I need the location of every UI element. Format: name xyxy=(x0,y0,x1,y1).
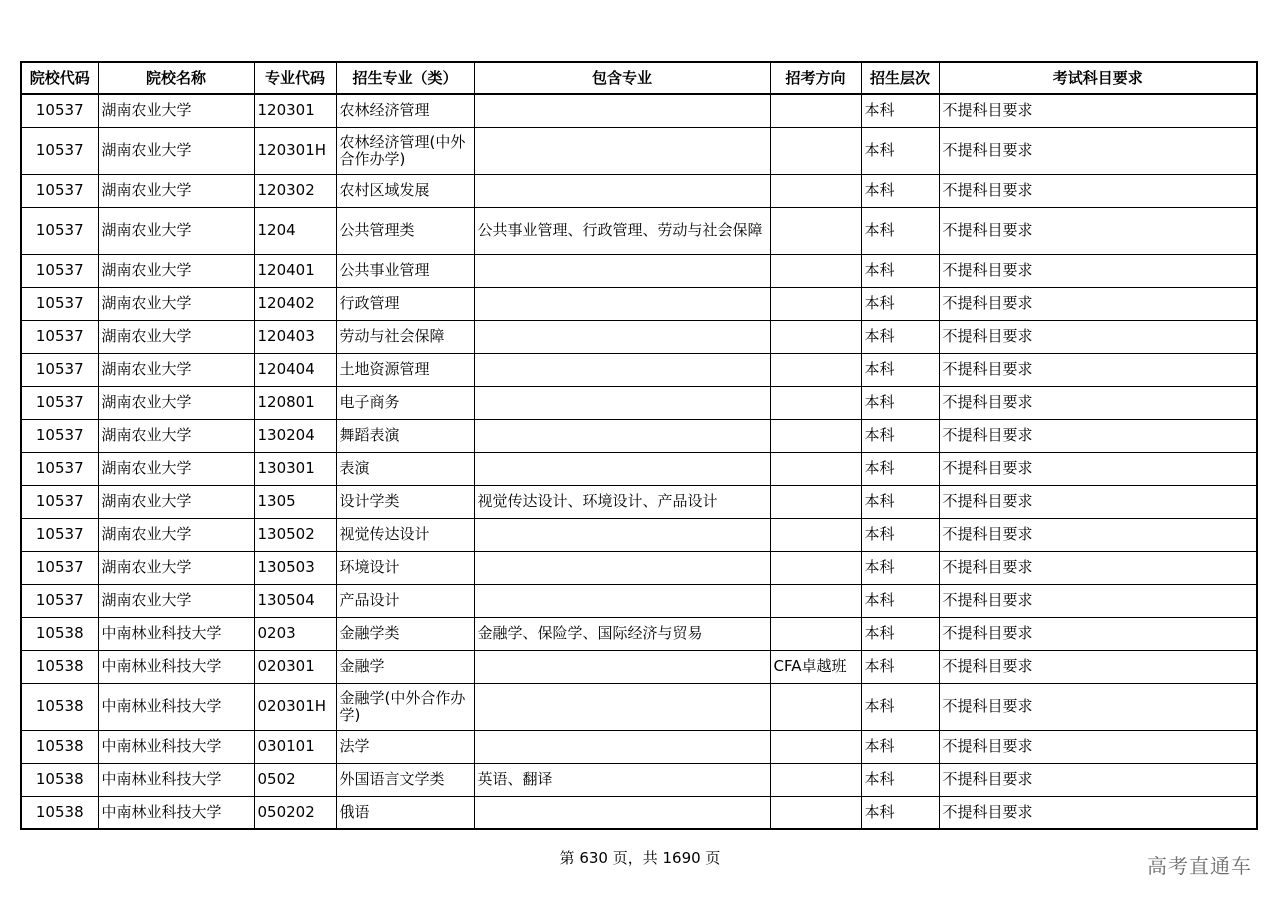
cell-direction xyxy=(770,207,861,254)
cell-included-majors xyxy=(474,287,770,320)
cell-school-name: 湖南农业大学 xyxy=(98,287,254,320)
cell-level: 本科 xyxy=(861,730,939,763)
cell-major: 环境设计 xyxy=(336,551,474,584)
cell-major-code: 130503 xyxy=(254,551,336,584)
cell-school-name: 中南林业科技大学 xyxy=(98,650,254,683)
header-major: 招生专业（类） xyxy=(336,62,474,94)
cell-school-code: 10537 xyxy=(21,127,98,174)
cell-included-majors xyxy=(474,353,770,386)
cell-level: 本科 xyxy=(861,320,939,353)
cell-level: 本科 xyxy=(861,796,939,829)
cell-subject-requirement: 不提科目要求 xyxy=(939,485,1257,518)
cell-school-name: 湖南农业大学 xyxy=(98,419,254,452)
cell-direction xyxy=(770,551,861,584)
cell-major-code: 050202 xyxy=(254,796,336,829)
cell-major: 公共事业管理 xyxy=(336,254,474,287)
cell-major: 农村区域发展 xyxy=(336,174,474,207)
cell-school-code: 10537 xyxy=(21,584,98,617)
cell-included-majors: 英语、翻译 xyxy=(474,763,770,796)
cell-school-code: 10537 xyxy=(21,485,98,518)
cell-major: 劳动与社会保障 xyxy=(336,320,474,353)
cell-school-code: 10538 xyxy=(21,763,98,796)
cell-school-code: 10537 xyxy=(21,419,98,452)
cell-included-majors xyxy=(474,174,770,207)
cell-included-majors xyxy=(474,551,770,584)
cell-school-code: 10537 xyxy=(21,94,98,127)
cell-subject-requirement: 不提科目要求 xyxy=(939,518,1257,551)
header-included-majors: 包含专业 xyxy=(474,62,770,94)
cell-subject-requirement: 不提科目要求 xyxy=(939,174,1257,207)
table-row xyxy=(21,386,1257,419)
cell-subject-requirement: 不提科目要求 xyxy=(939,94,1257,127)
cell-subject-requirement: 不提科目要求 xyxy=(939,127,1257,174)
cell-major-code: 130204 xyxy=(254,419,336,452)
table-row xyxy=(21,617,1257,650)
cell-level: 本科 xyxy=(861,485,939,518)
cell-direction xyxy=(770,419,861,452)
cell-school-name: 中南林业科技大学 xyxy=(98,730,254,763)
cell-subject-requirement: 不提科目要求 xyxy=(939,452,1257,485)
cell-level: 本科 xyxy=(861,419,939,452)
table-row xyxy=(21,796,1257,829)
cell-direction xyxy=(770,353,861,386)
cell-school-name: 湖南农业大学 xyxy=(98,320,254,353)
cell-school-name: 湖南农业大学 xyxy=(98,127,254,174)
table-header-row xyxy=(21,62,1257,94)
cell-direction xyxy=(770,617,861,650)
cell-level: 本科 xyxy=(861,127,939,174)
cell-subject-requirement: 不提科目要求 xyxy=(939,287,1257,320)
cell-major-code: 020301H xyxy=(254,683,336,730)
cell-direction xyxy=(770,518,861,551)
cell-included-majors: 公共事业管理、行政管理、劳动与社会保障 xyxy=(474,207,770,254)
cell-major: 表演 xyxy=(336,452,474,485)
cell-direction xyxy=(770,386,861,419)
cell-school-name: 中南林业科技大学 xyxy=(98,796,254,829)
cell-major: 农林经济管理(中外合作办学) xyxy=(336,127,474,174)
cell-subject-requirement: 不提科目要求 xyxy=(939,207,1257,254)
cell-school-code: 10537 xyxy=(21,452,98,485)
cell-school-name: 湖南农业大学 xyxy=(98,584,254,617)
cell-major: 金融学(中外合作办学) xyxy=(336,683,474,730)
table-row xyxy=(21,320,1257,353)
cell-major: 产品设计 xyxy=(336,584,474,617)
cell-subject-requirement: 不提科目要求 xyxy=(939,730,1257,763)
cell-direction xyxy=(770,320,861,353)
table-row xyxy=(21,353,1257,386)
cell-school-code: 10538 xyxy=(21,730,98,763)
cell-subject-requirement: 不提科目要求 xyxy=(939,683,1257,730)
cell-level: 本科 xyxy=(861,353,939,386)
header-subject-requirement: 考试科目要求 xyxy=(939,62,1257,94)
cell-direction xyxy=(770,254,861,287)
cell-major: 舞蹈表演 xyxy=(336,419,474,452)
table-row xyxy=(21,650,1257,683)
cell-direction xyxy=(770,452,861,485)
cell-school-name: 湖南农业大学 xyxy=(98,207,254,254)
cell-school-code: 10538 xyxy=(21,796,98,829)
cell-level: 本科 xyxy=(861,551,939,584)
cell-subject-requirement: 不提科目要求 xyxy=(939,796,1257,829)
cell-included-majors xyxy=(474,796,770,829)
table-row xyxy=(21,452,1257,485)
cell-subject-requirement: 不提科目要求 xyxy=(939,386,1257,419)
cell-direction xyxy=(770,485,861,518)
header-direction: 招考方向 xyxy=(770,62,861,94)
cell-major: 设计学类 xyxy=(336,485,474,518)
cell-major-code: 130504 xyxy=(254,584,336,617)
table-row xyxy=(21,584,1257,617)
cell-included-majors xyxy=(474,127,770,174)
cell-subject-requirement: 不提科目要求 xyxy=(939,617,1257,650)
cell-direction xyxy=(770,127,861,174)
table-row xyxy=(21,551,1257,584)
cell-direction xyxy=(770,796,861,829)
cell-major-code: 120801 xyxy=(254,386,336,419)
table-row xyxy=(21,254,1257,287)
cell-level: 本科 xyxy=(861,386,939,419)
cell-major-code: 020301 xyxy=(254,650,336,683)
cell-included-majors xyxy=(474,683,770,730)
cell-major-code: 0502 xyxy=(254,763,336,796)
cell-major: 法学 xyxy=(336,730,474,763)
cell-included-majors xyxy=(474,320,770,353)
header-school-code: 院校代码 xyxy=(21,62,98,94)
cell-included-majors xyxy=(474,254,770,287)
cell-direction xyxy=(770,287,861,320)
cell-major: 俄语 xyxy=(336,796,474,829)
header-level: 招生层次 xyxy=(861,62,939,94)
table-row xyxy=(21,94,1257,127)
cell-direction xyxy=(770,730,861,763)
cell-school-code: 10538 xyxy=(21,617,98,650)
cell-school-code: 10537 xyxy=(21,518,98,551)
cell-major-code: 120301H xyxy=(254,127,336,174)
cell-level: 本科 xyxy=(861,254,939,287)
table-row xyxy=(21,127,1257,174)
cell-major-code: 120404 xyxy=(254,353,336,386)
cell-school-code: 10537 xyxy=(21,353,98,386)
cell-level: 本科 xyxy=(861,207,939,254)
cell-school-name: 湖南农业大学 xyxy=(98,485,254,518)
page-number: 第 630 页，共 1690 页 xyxy=(559,849,721,867)
table-row xyxy=(21,174,1257,207)
cell-school-code: 10538 xyxy=(21,650,98,683)
cell-direction: CFA卓越班 xyxy=(770,650,861,683)
cell-major: 金融学类 xyxy=(336,617,474,650)
cell-major: 视觉传达设计 xyxy=(336,518,474,551)
cell-school-code: 10537 xyxy=(21,551,98,584)
cell-school-code: 10537 xyxy=(21,287,98,320)
cell-level: 本科 xyxy=(861,617,939,650)
cell-school-name: 中南林业科技大学 xyxy=(98,617,254,650)
cell-direction xyxy=(770,763,861,796)
cell-included-majors: 视觉传达设计、环境设计、产品设计 xyxy=(474,485,770,518)
table-row xyxy=(21,419,1257,452)
cell-school-code: 10537 xyxy=(21,207,98,254)
cell-level: 本科 xyxy=(861,683,939,730)
cell-direction xyxy=(770,94,861,127)
table-row xyxy=(21,485,1257,518)
cell-major: 土地资源管理 xyxy=(336,353,474,386)
cell-major-code: 1305 xyxy=(254,485,336,518)
cell-major-code: 130301 xyxy=(254,452,336,485)
cell-level: 本科 xyxy=(861,763,939,796)
cell-school-name: 中南林业科技大学 xyxy=(98,763,254,796)
cell-major-code: 120403 xyxy=(254,320,336,353)
cell-school-name: 湖南农业大学 xyxy=(98,254,254,287)
cell-subject-requirement: 不提科目要求 xyxy=(939,320,1257,353)
cell-subject-requirement: 不提科目要求 xyxy=(939,551,1257,584)
cell-level: 本科 xyxy=(861,650,939,683)
cell-school-name: 湖南农业大学 xyxy=(98,551,254,584)
cell-included-majors xyxy=(474,584,770,617)
cell-level: 本科 xyxy=(861,174,939,207)
cell-direction xyxy=(770,584,861,617)
header-major-code: 专业代码 xyxy=(254,62,336,94)
header-school-name: 院校名称 xyxy=(98,62,254,94)
cell-major-code: 1204 xyxy=(254,207,336,254)
cell-included-majors xyxy=(474,94,770,127)
cell-level: 本科 xyxy=(861,584,939,617)
table-row xyxy=(21,287,1257,320)
cell-subject-requirement: 不提科目要求 xyxy=(939,254,1257,287)
cell-included-majors xyxy=(474,386,770,419)
cell-major-code: 120401 xyxy=(254,254,336,287)
cell-school-name: 湖南农业大学 xyxy=(98,174,254,207)
cell-major: 行政管理 xyxy=(336,287,474,320)
cell-school-code: 10537 xyxy=(21,386,98,419)
cell-direction xyxy=(770,683,861,730)
cell-major: 电子商务 xyxy=(336,386,474,419)
cell-included-majors xyxy=(474,419,770,452)
cell-direction xyxy=(770,174,861,207)
cell-major-code: 120301 xyxy=(254,94,336,127)
table-row xyxy=(21,763,1257,796)
cell-level: 本科 xyxy=(861,452,939,485)
cell-level: 本科 xyxy=(861,94,939,127)
cell-school-name: 湖南农业大学 xyxy=(98,386,254,419)
table-row xyxy=(21,683,1257,730)
cell-major-code: 030101 xyxy=(254,730,336,763)
cell-school-code: 10538 xyxy=(21,683,98,730)
cell-level: 本科 xyxy=(861,518,939,551)
cell-subject-requirement: 不提科目要求 xyxy=(939,650,1257,683)
table-row xyxy=(21,207,1257,254)
cell-major-code: 120402 xyxy=(254,287,336,320)
cell-school-name: 湖南农业大学 xyxy=(98,452,254,485)
cell-included-majors xyxy=(474,650,770,683)
cell-school-name: 中南林业科技大学 xyxy=(98,683,254,730)
cell-school-code: 10537 xyxy=(21,320,98,353)
cell-included-majors xyxy=(474,452,770,485)
table-body xyxy=(21,94,1257,829)
cell-school-code: 10537 xyxy=(21,254,98,287)
cell-major-code: 0203 xyxy=(254,617,336,650)
cell-included-majors: 金融学、保险学、国际经济与贸易 xyxy=(474,617,770,650)
cell-subject-requirement: 不提科目要求 xyxy=(939,584,1257,617)
cell-major: 外国语言文学类 xyxy=(336,763,474,796)
cell-level: 本科 xyxy=(861,287,939,320)
cell-major: 农林经济管理 xyxy=(336,94,474,127)
cell-school-name: 湖南农业大学 xyxy=(98,353,254,386)
cell-included-majors xyxy=(474,730,770,763)
cell-subject-requirement: 不提科目要求 xyxy=(939,419,1257,452)
watermark: 高考直通车 xyxy=(1147,854,1252,878)
cell-subject-requirement: 不提科目要求 xyxy=(939,353,1257,386)
cell-school-name: 湖南农业大学 xyxy=(98,518,254,551)
cell-major-code: 130502 xyxy=(254,518,336,551)
cell-major: 金融学 xyxy=(336,650,474,683)
cell-major: 公共管理类 xyxy=(336,207,474,254)
cell-major-code: 120302 xyxy=(254,174,336,207)
table-row xyxy=(21,518,1257,551)
cell-school-name: 湖南农业大学 xyxy=(98,94,254,127)
cell-school-code: 10537 xyxy=(21,174,98,207)
table-row xyxy=(21,730,1257,763)
admissions-table xyxy=(20,61,1258,830)
cell-included-majors xyxy=(474,518,770,551)
cell-subject-requirement: 不提科目要求 xyxy=(939,763,1257,796)
